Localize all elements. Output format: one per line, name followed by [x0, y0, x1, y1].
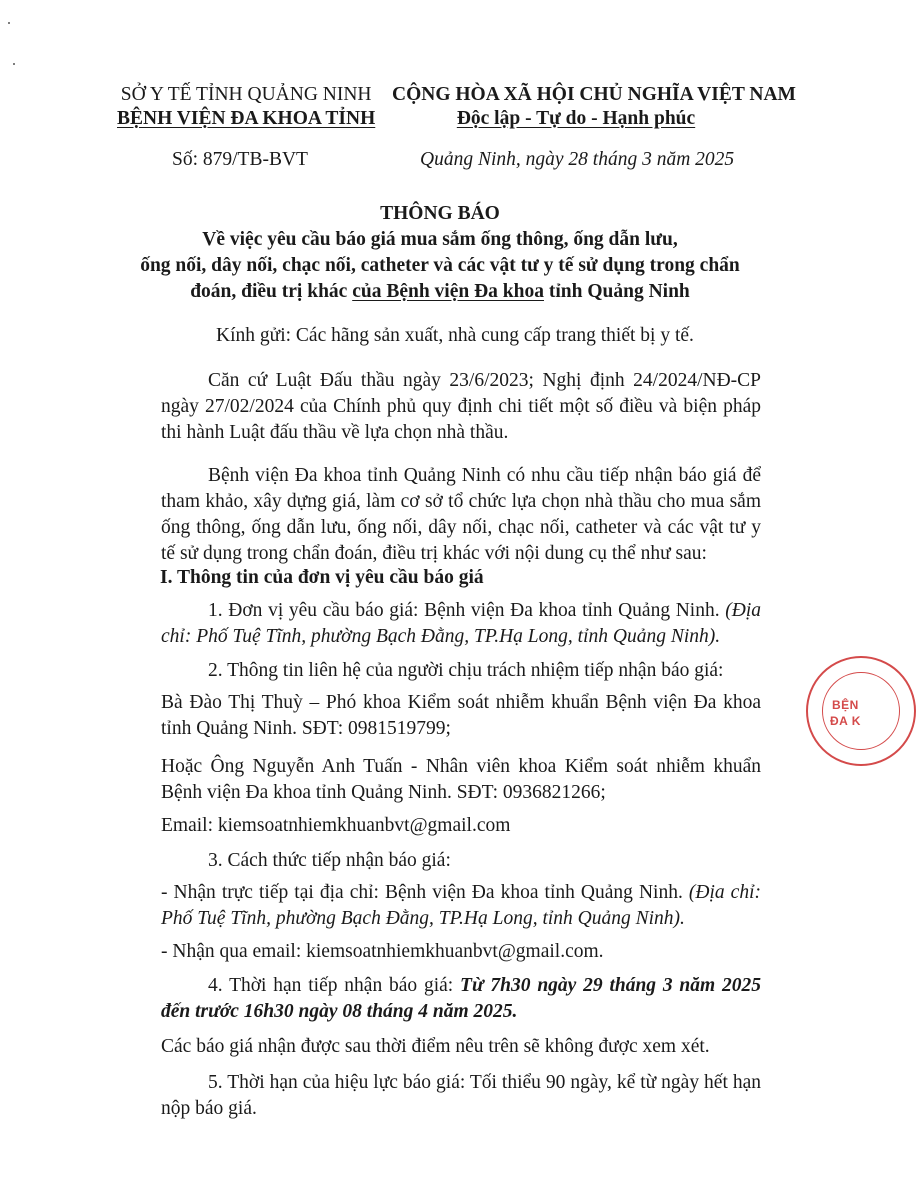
- national-motto: Độc lập - Tự do - Hạnh phúc: [456, 108, 696, 129]
- stamp-text-2: ĐA K: [830, 714, 861, 728]
- scan-speck: [8, 22, 10, 24]
- item-3-email: - Nhận qua email: kiemsoatnhiemkhuanbvt@gmail.com.: [161, 941, 604, 962]
- contact-1: Bà Đào Thị Thuỳ – Phó khoa Kiểm soát nhiễm khuẩn Bệnh viện Đa khoa tỉnh Quảng Ninh. SĐT: 0981519799;: [161, 692, 761, 739]
- recipient-line: Kính gửi: Các hãng sản xuất, nhà cung cấp trang thiết bị y tế.: [216, 325, 694, 346]
- item-2: 2. Thông tin liên hệ của người chịu trách nhiệm tiếp nhận báo giá:: [208, 660, 724, 681]
- national-title: CỘNG HÒA XÃ HỘI CHỦ NGHĨA VIỆT NAM: [392, 84, 796, 105]
- item-3: 3. Cách thức tiếp nhận báo giá:: [208, 850, 451, 871]
- subject-line-2: ống nối, dây nối, chạc nối, catheter và các vật tư y tế sử dụng trong chẩn: [140, 255, 740, 276]
- intro-paragraph: Bệnh viện Đa khoa tỉnh Quảng Ninh có nhu cầu tiếp nhận báo giá để tham khảo, xây dựng giá, làm cơ sở tổ chức lựa chọn nhà thầu cho mua sắm ống thông, ống dẫn lưu, ống nối, dây nối, chạc nối, catheter và các vật tư y tế sử dụng trong chẩn đoán, điều trị khác với nội dung cụ thể như sau:: [161, 465, 761, 564]
- document-number: Số: 879/TB-BVT: [172, 149, 308, 170]
- scan-speck: [13, 63, 15, 65]
- red-seal-stamp: [806, 656, 916, 766]
- subject-line-3: đoán, điều trị khác của Bệnh viện Đa khoa tỉnh Quảng Ninh: [190, 281, 690, 302]
- header-left: [117, 83, 375, 131]
- item-5: 5. Thời hạn của hiệu lực báo giá: Tối thiểu 90 ngày, kể từ ngày hết hạn nộp báo giá.: [161, 1072, 761, 1119]
- legal-basis-paragraph: Căn cứ Luật Đấu thầu ngày 23/6/2023; Nghị định 24/2024/NĐ-CP ngày 27/02/2024 của Chính phủ quy định chi tiết một số điều và biện pháp thi hành Luật đấu thầu về lựa chọn nhà thầu.: [161, 370, 761, 443]
- late-note: Các báo giá nhận được sau thời điểm nêu trên sẽ không được xem xét.: [161, 1036, 710, 1057]
- ministry-name: SỞ Y TẾ TỈNH QUẢNG NINH: [120, 84, 372, 105]
- section-1-heading: I. Thông tin của đơn vị yêu cầu báo giá: [160, 567, 484, 588]
- place-date: Quảng Ninh, ngày 28 tháng 3 năm 2025: [420, 149, 735, 170]
- document-title-block: [120, 201, 760, 305]
- item-3-direct: - Nhận trực tiếp tại địa chỉ: Bệnh viện Đa khoa tỉnh Quảng Ninh. (Địa chỉ: Phố Tuệ Tĩnh, phường Bạch Đằng, TP.Hạ Long, tỉnh Quảng Ninh).: [161, 882, 761, 929]
- contact-2: Hoặc Ông Nguyễn Anh Tuấn - Nhân viên khoa Kiểm soát nhiễm khuẩn Bệnh viện Đa khoa tỉnh Quảng Ninh. SĐT: 0936821266;: [161, 756, 761, 803]
- hospital-name: BỆNH VIỆN ĐA KHOA TỈNH: [117, 108, 376, 129]
- item-4: 4. Thời hạn tiếp nhận báo giá: Từ 7h30 ngày 29 tháng 3 năm 2025 đến trước 16h30 ngày 08 tháng 4 năm 2025.: [161, 975, 761, 1022]
- stamp-text-1: BỆN: [832, 698, 859, 712]
- subject-line-1: Về việc yêu cầu báo giá mua sắm ống thông, ống dẫn lưu,: [202, 229, 678, 250]
- header-right: [392, 83, 796, 131]
- item-1: 1. Đơn vị yêu cầu báo giá: Bệnh viện Đa khoa tỉnh Quảng Ninh. (Địa chỉ: Phố Tuệ Tĩnh, phường Bạch Đằng, TP.Hạ Long, tỉnh Quảng Ninh).: [161, 600, 761, 647]
- contact-email: Email: kiemsoatnhiemkhuanbvt@gmail.com: [161, 815, 511, 836]
- document-title: THÔNG BÁO: [380, 203, 500, 224]
